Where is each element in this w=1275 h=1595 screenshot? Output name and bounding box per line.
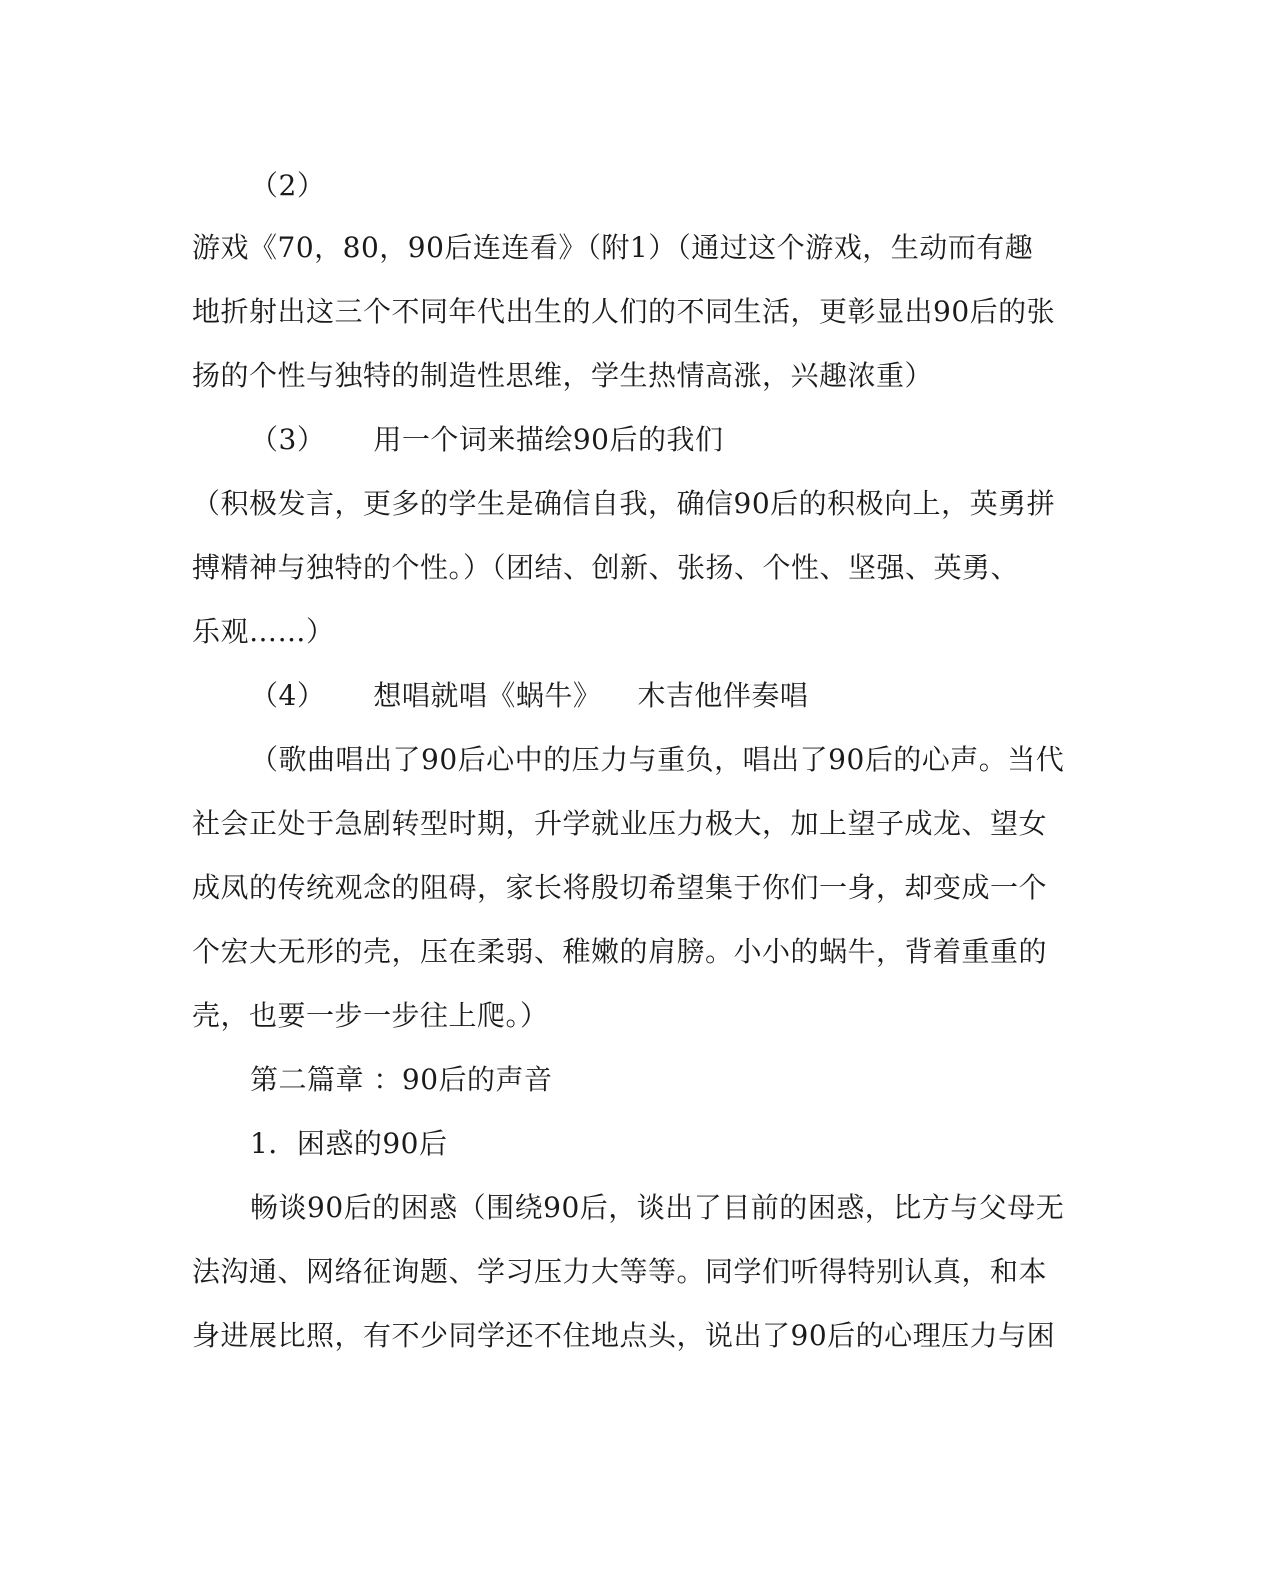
item-title-3: 用一个词来描绘90后的我们 — [373, 423, 724, 456]
item-note-4: 木吉他伴奏唱 — [637, 679, 809, 712]
paragraph-line: （积极发言，更多的学生是确信自我，确信90后的积极向上，英勇拼 — [192, 487, 1056, 520]
paragraph-line: 游戏《70，80，90后连连看》（附1）（通过这个游戏，生动而有趣 — [192, 231, 1034, 264]
paragraph-line: 法沟通、网络征询题、学习压力大等等。同学们听得特别认真，和本 — [192, 1255, 1048, 1288]
paragraph-line: 地折射出这三个不同年代出生的人们的不同生活，更彰显出90后的张 — [192, 295, 1056, 328]
paragraph-line: 个宏大无形的壳，压在柔弱、稚嫩的肩膀。小小的蜗牛，背着重重的 — [192, 935, 1048, 968]
paragraph-line: （歌曲唱出了90后心中的压力与重负，唱出了90后的心声。当代 — [250, 743, 1065, 776]
paragraph-line: 搏精神与独特的个性。）（团结、创新、张扬、个性、坚强、英勇、 — [192, 551, 1020, 584]
item-number-3: （3） — [250, 423, 326, 456]
item-title-4: 想唱就唱《蜗牛》 — [373, 679, 602, 712]
paragraph-line: 扬的个性与独特的制造性思维，学生热情高涨，兴趣浓重） — [192, 359, 934, 392]
section-heading: 1．困惑的90后 — [250, 1127, 448, 1160]
paragraph-line: 畅谈90后的困惑（围绕90后，谈出了目前的困惑，比方与父母无 — [250, 1191, 1065, 1224]
paragraph-line: 成凤的传统观念的阻碍，家长将殷切希望集于你们一身，却变成一个 — [192, 871, 1048, 904]
item-number-2: （2） — [250, 169, 326, 202]
paragraph-line: 身进展比照，有不少同学还不住地点头，说出了90后的心理压力与困 — [192, 1319, 1056, 1352]
item-number-4: （4） — [250, 679, 326, 712]
chapter-heading: 第二篇章 ：90后的声音 — [250, 1063, 553, 1096]
paragraph-line: 社会正处于急剧转型时期，升学就业压力极大，加上望子成龙、望女 — [192, 807, 1048, 840]
item-heading-4 — [250, 678, 1120, 714]
item-heading-3 — [250, 422, 1120, 458]
paragraph-line: 壳，也要一步一步往上爬。） — [192, 999, 549, 1032]
paragraph-line: 乐观……） — [192, 615, 335, 648]
